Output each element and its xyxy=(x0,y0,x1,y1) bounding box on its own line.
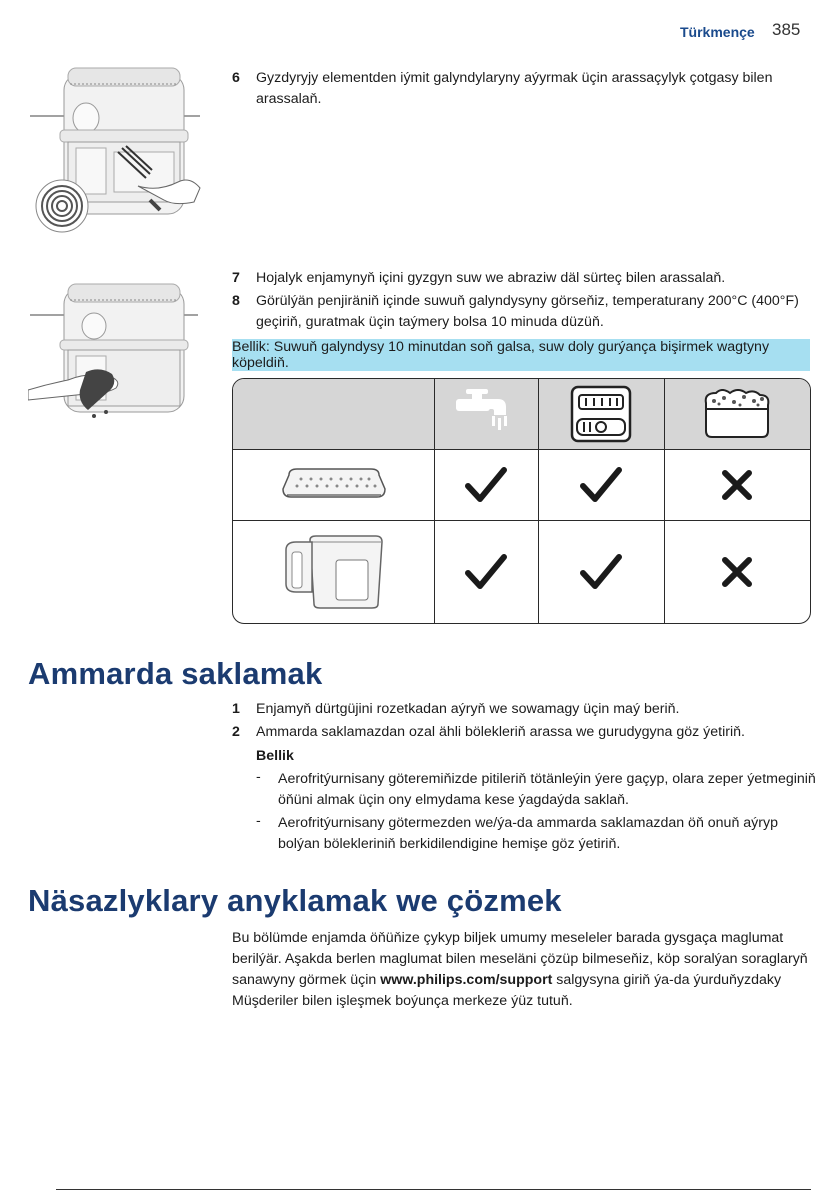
step-text: Ammarda saklamazdan ozal ähli bölekleriň arassa we gurudygyna göz ýetiriň. xyxy=(256,724,745,740)
paragraph-text: salgysyna giriň ýa-da ýurduňyzdaky Müşderiler bilen işleşmek boýunça merkeze ýüz tutuň. xyxy=(232,972,782,1009)
step-number: 8 xyxy=(232,293,240,309)
footer-divider xyxy=(56,1189,811,1190)
step-number: 7 xyxy=(232,270,240,286)
storage-note-label: Bellik xyxy=(256,748,294,764)
step-number: 6 xyxy=(232,70,240,86)
dishwasher-icon xyxy=(570,385,632,443)
storage-note-bullet xyxy=(256,813,816,855)
step-text: Hojalyk enjamynyň içini gyzgyn suw we abraziw däl sürteç bilen arassalaň. xyxy=(256,270,726,286)
bullet-dash: - xyxy=(256,813,261,829)
step-text: Enjamyň dürtgüjini rozetkadan aýryň we sowamagy üçin maý beriň. xyxy=(256,701,680,717)
table-mark-cell xyxy=(434,520,538,623)
check-icon xyxy=(579,466,623,504)
paragraph-text: Bu bölümde enjamda öňüňize çykyp biljek umumy meseleler barada gysgaça maglumat berilýär. Aşakda berlen maglumat bilen meseläni çözüp bilmeseňiz, köp soralýan soraglaryň sanawyny görmek üçin xyxy=(232,930,808,988)
faucet-icon xyxy=(454,385,518,443)
table-mark-cell xyxy=(538,449,664,520)
interior-wiping-illustration xyxy=(28,282,198,432)
table-mark-cell xyxy=(538,520,664,623)
troubleshooting-heading: Näsazlyklary anyklamak we çözmek xyxy=(28,883,562,918)
storage-item-1 xyxy=(232,699,807,720)
sponge-icon xyxy=(700,389,774,439)
check-icon xyxy=(464,553,508,591)
table-header-cell xyxy=(434,379,538,449)
step-number: 2 xyxy=(232,724,240,740)
header-language: Türkmençe xyxy=(680,24,755,40)
table-header-cell xyxy=(538,379,664,449)
storage-note-bullet xyxy=(256,769,816,811)
cross-icon xyxy=(720,468,754,502)
step-text: Gyzdyryjy elementden iýmit galyndylaryny aýyrmak üçin arassaçylyk çotgasy bilen arassalaň. xyxy=(256,70,773,107)
step-7 xyxy=(232,268,807,289)
step-8 xyxy=(232,291,807,333)
basket-icon xyxy=(282,532,386,612)
page-number: 385 xyxy=(772,20,801,39)
bullet-text: Aerofritýurnisany götermezden we/ýa-da ammarda saklamazdan öň onuň aýryp bolýan bölekleriniň berkidilendigine hemişe göz ýetiriň. xyxy=(278,815,778,852)
check-icon xyxy=(464,466,508,504)
table-item-cell xyxy=(233,520,434,623)
bullet-dash: - xyxy=(256,769,261,785)
grill-plate-icon xyxy=(279,467,389,503)
check-icon xyxy=(579,553,623,591)
support-link[interactable]: www.philips.com/support xyxy=(380,972,553,988)
table-mark-cell xyxy=(664,520,810,623)
table-mark-cell xyxy=(664,449,810,520)
heating-element-brush-illustration xyxy=(28,60,228,235)
table-header-cell xyxy=(664,379,810,449)
step-number: 1 xyxy=(232,701,240,717)
cleaning-compatibility-table xyxy=(232,378,811,624)
bullet-text: Aerofritýurnisany göteremiňizde pitileriň tötänleýin ýere gaçyp, olara zeper ýetmeginiň öňüni almak üçin ony elmydama kese ýagdaýda saklaň. xyxy=(278,771,816,808)
table-item-cell xyxy=(233,449,434,520)
troubleshooting-paragraph xyxy=(232,928,812,1012)
note-banner: Bellik: Suwuň galyndysy 10 minutdan soň galsa, suw doly gurýança bişirmek wagtyny köpeldiň. xyxy=(232,339,810,371)
cross-icon xyxy=(720,555,754,589)
storage-item-2 xyxy=(232,722,807,743)
storage-heading: Ammarda saklamak xyxy=(28,656,323,691)
step-6 xyxy=(232,68,807,110)
step-text: Görülýän penjiräniň içinde suwuň galyndysyny görseňiz, temperaturany 200°C (400°F) geçiriň, guratmak üçin taýmery bolsa 10 minuda düzüň. xyxy=(256,293,799,330)
table-mark-cell xyxy=(434,449,538,520)
